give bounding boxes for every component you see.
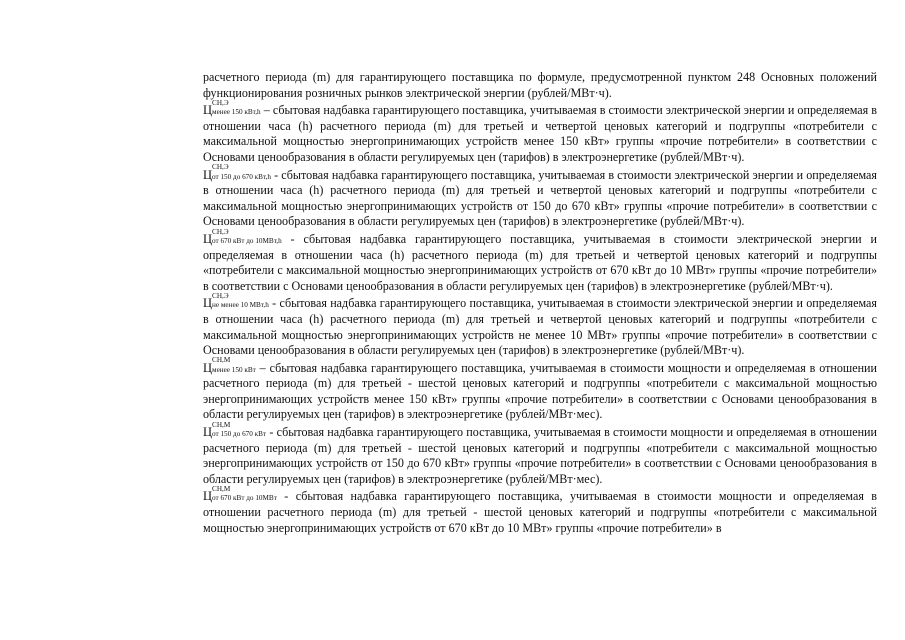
intro-paragraph: расчетного периода (m) для гарантирующего поставщика по формуле, предусмотренной пунктом 248 Основных положений функционирования розничных рынков электрической энергии (рублей/МВт·ч). xyxy=(203,70,877,100)
symbol-subscript: менее 150 кВт,h xyxy=(212,108,261,117)
definition-text: – сбытовая надбавка гарантирующего поставщика, учитываемая в стоимости электрической энергии и определяемая в отношении часа (h) расчетного периода (m) для третьей и четвертой ценовых категорий и подгруппы «потребители с максимальной мощностью энергопринимающих устройств менее 150 кВт» группы «прочие потребители» в соответствии с Основами ценообразования в области регулируемых цен (тарифов) в электроэнергетике (рублей/МВт·ч). xyxy=(203,103,877,164)
symbol-base: Ц xyxy=(203,489,213,504)
definition-text: - сбытовая надбавка гарантирующего поставщика, учитываемая в стоимости электрической энергии и определяемая в отношении часа (h) расчетного периода (m) для третьей и четвертой ценовых категорий и подгруппы «потребители с максимальной мощностью энергопринимающих устройств от 150 до 670 кВт» группы «прочие потребители» в соответствии с Основами ценообразования в области регулируемых цен (тарифов) в электроэнергетике (рублей/МВт·ч). xyxy=(203,167,877,229)
symbol-base: Ц xyxy=(203,296,213,311)
definition-paragraph-7 xyxy=(203,485,877,536)
definition-text: - сбытовая надбавка гарантирующего поставщика, учитываемая в стоимости мощности и определяемая в отношении расчетного периода (m) для третьей - шестой ценовых категорий и подгруппы «потребители с максимальной мощностью энергопринимающих устройств от 670 кВт до 10 МВт» группы «прочие потребители» в xyxy=(203,489,877,535)
symbol-base: Ц xyxy=(203,167,213,182)
symbol-base: Ц xyxy=(203,103,213,118)
symbol-base: Ц xyxy=(203,425,213,440)
definition-text: - сбытовая надбавка гарантирующего поставщика, учитываемая в стоимости электрической энергии и определяемая в отношении часа (h) расчетного периода (m) для третьей и четвертой ценовых категорий и подгруппы «потребители с максимальной мощностью энергопринимающих устройств от 670 кВт до 10 МВт» группы «прочие потребители» в соответствии с Основами ценообразования в области регулируемых цен (тарифов) в электроэнергетике (рублей/МВт·ч). xyxy=(203,231,877,293)
formula-symbol xyxy=(203,163,271,184)
definition-paragraph-5 xyxy=(203,356,877,423)
document-page xyxy=(203,70,877,536)
formula-symbol xyxy=(203,291,269,312)
formula-symbol xyxy=(203,356,256,377)
symbol-superscript: СН,М xyxy=(212,485,231,494)
symbol-superscript: СН,М xyxy=(212,356,231,365)
formula-symbol xyxy=(203,98,261,119)
definition-paragraph-4 xyxy=(203,291,877,358)
symbol-subscript: от 150 до 670 кВт xyxy=(212,430,267,439)
definition-text: - сбытовая надбавка гарантирующего поставщика, учитываемая в стоимости мощности и определяемая в отношении расчетного периода (m) для третьей - шестой ценовых категорий и подгруппы «потребители с максимальной мощностью энергопринимающих устройств от 150 до 670 кВт» группы «прочие потребители» в соответствии с Основами ценообразования в области регулируемых цен (тарифов) в электроэнергетике (рублей/МВт·мес). xyxy=(203,425,877,486)
symbol-base: Ц xyxy=(203,360,213,375)
formula-symbol xyxy=(203,485,277,505)
symbol-superscript: СН,М xyxy=(212,420,231,429)
symbol-subscript: от 150 до 670 кВт,h xyxy=(212,172,271,181)
symbol-superscript: СН,Э xyxy=(212,291,229,300)
symbol-subscript: от 670 кВт до 10МВт,h xyxy=(212,236,282,245)
symbol-base: Ц xyxy=(203,231,213,246)
symbol-subscript: не менее 10 МВт,h xyxy=(212,301,269,310)
definition-text: – сбытовая надбавка гарантирующего поставщика, учитываемая в стоимости мощности и определяемая в отношении расчетного периода (m) для третьей - шестой ценовых категорий и подгруппы «потребители с максимальной мощностью энергопринимающих устройств менее 150 кВт» группы «прочие потребители» в соответствии с Основами ценообразования в области регулируемых цен (тарифов) в электроэнергетике (рублей/МВт·мес). xyxy=(203,360,877,422)
formula-symbol xyxy=(203,227,282,248)
symbol-subscript: менее 150 кВт xyxy=(212,365,256,374)
definition-paragraph-1 xyxy=(203,98,877,165)
symbol-superscript: СН,Э xyxy=(212,227,229,236)
definition-text: - сбытовая надбавка гарантирующего поставщика, учитываемая в стоимости электрической энергии и определяемая в отношении часа (h) расчетного периода (m) для третьей и четвертой ценовых категорий и подгруппы «потребители с максимальной мощностью энергопринимающих устройств не менее 10 МВт» группы «прочие потребители» в соответствии с Основами ценообразования в области регулируемых цен (тарифов) в электроэнергетике (рублей/МВт·ч). xyxy=(203,296,877,358)
symbol-superscript: СН,Э xyxy=(212,98,229,107)
symbol-superscript: СН,Э xyxy=(212,163,229,172)
definition-paragraph-2 xyxy=(203,163,877,230)
definition-paragraph-3 xyxy=(203,227,877,294)
formula-symbol xyxy=(203,420,267,441)
symbol-subscript: от 670 кВт до 10МВт xyxy=(212,494,277,503)
definition-paragraph-6 xyxy=(203,420,877,487)
